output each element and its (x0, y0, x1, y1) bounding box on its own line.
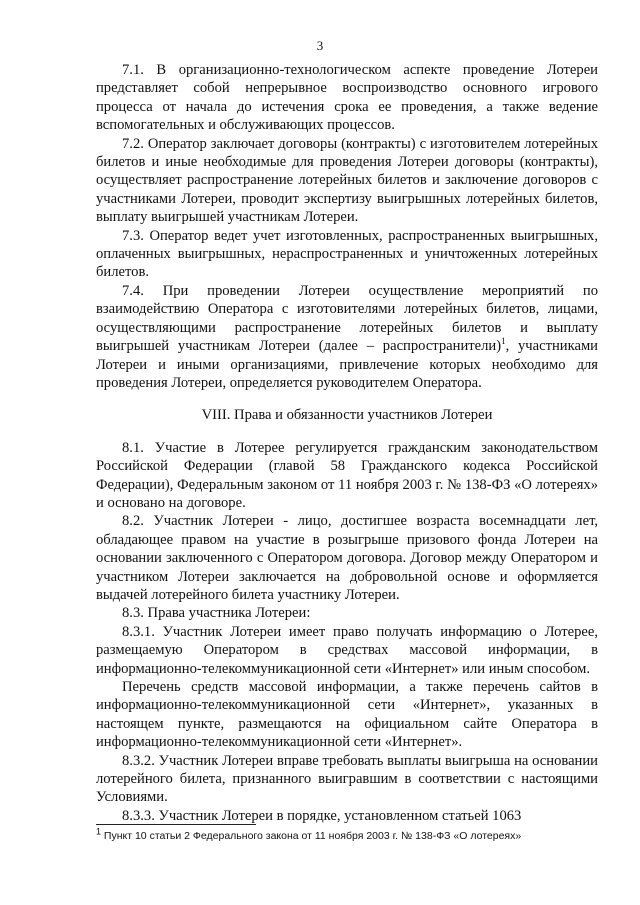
paragraph-8-3-2: 8.3.2. Участник Лотереи вправе требовать выплаты выигрыша на основании лотерейного билета, признанного выигравшим в соответствии с настоящими Условиями. (96, 752, 598, 806)
paragraph-8-3: 8.3. Права участника Лотереи: (122, 605, 311, 622)
footnote (96, 826, 522, 842)
footnote-mark: 1 (96, 826, 102, 837)
page-number: 3 (316, 38, 324, 53)
paragraph-7-3: 7.3. Оператор ведет учет изготовленных, распространенных выигрышных, оплаченных выигрышных, нераспространенных и уничтоженных лотерейных билетов. (96, 227, 598, 281)
paragraph-8-3-3: 8.3.3. Участник Лотереи в порядке, установленном статьей 1063 (122, 807, 522, 824)
footnote-divider (96, 824, 256, 825)
paragraph-7-4-text: 7.4. При проведении Лотереи осуществление мероприятий по взаимодействию Оператора с изготовителями лотерейных билетов, лицами, осуществляющими распространение лотерейных билетов и выплату выигрышей участникам Лотереи (далее – распространители) (96, 282, 598, 355)
paragraph-8-3-1-list: Перечень средств массовой информации, а также перечень сайтов в информационно-телекоммуникационной сети «Интернет», указанных в настоящем пункте, размещаются на официальном сайте Оператора в информационно-телекоммуникационной сети «Интернет». (96, 679, 598, 751)
paragraph-7-1: 7.1. В организационно-технологическом аспекте проведение Лотереи представляет собой непрерывное воспроизводство основного игрового процесса от начала до истечения срока ее проведения, а также ведение вспомогательных и обслуживающих процессов. (96, 62, 598, 134)
document-body (96, 61, 598, 825)
paragraph-8-3-1: 8.3.1. Участник Лотереи имеет право получать информацию о Лотерее, размещаемую Оператором в средствах массовой информации, в информационно-телекоммуникационной сети «Интернет» или иным способом. (96, 623, 598, 677)
section-heading: VIII. Права и обязанности участников Лотереи (201, 407, 493, 424)
footnote-reference: 1 (501, 336, 506, 347)
paragraph-7-2: 7.2. Оператор заключает договоры (контракты) с изготовителем лотерейных билетов и иные необходимые для проведения Лотереи договоры (контракты), осуществляет распространение лотерейных билетов и заключение договоров с участниками Лотереи, проводит экспертизу выигрышных лотерейных билетов, выплату выигрышей участникам Лотереи. (96, 135, 598, 226)
paragraph-7-4 (96, 282, 598, 392)
footnote-text: Пункт 10 статьи 2 Федерального закона от 11 ноября 2003 г. № 138-ФЗ «О лотереях» (101, 830, 522, 842)
paragraph-8-2: 8.2. Участник Лотереи - лицо, достигшее возраста восемнадцати лет, обладающее правом на участие в розыгрыше призового фонда Лотереи на основании заключенного с Оператором договора. Договор между Оператором и участником Лотереи заключается на добровольной основе и оформляется выдачей лотерейного билета участнику Лотереи. (96, 513, 598, 603)
paragraph-7-4-text-continued: , участниками Лотереи и иными организациями, привлечение которых необходимо для проведения Лотереи, определяется руководителем Оператора. (96, 338, 598, 391)
paragraph-8-1: 8.1. Участие в Лотерее регулируется гражданским законодательством Российской Федерации (главой 58 Гражданского кодекса Российской Федерации), Федеральным законом от 11 ноября 2003 г. № 138-ФЗ «О лотереях» и основано на договоре. (96, 439, 598, 511)
